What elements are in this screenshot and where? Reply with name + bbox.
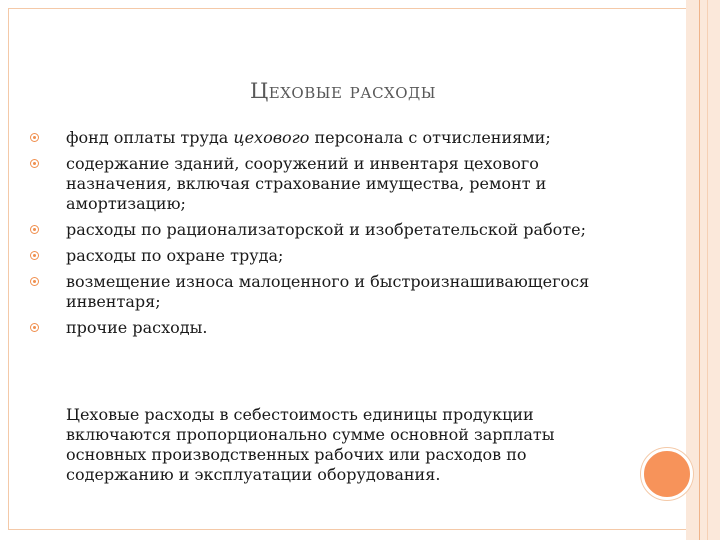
bullet-icon [30, 159, 39, 168]
note-paragraph: Цеховые расходы в себестоимость единицы продукции включаются пропорционально сумме основной зарплаты основных производственных рабочих или расходов по содержанию и эксплуатации оборудования. [66, 405, 555, 484]
list-item: расходы по рационализаторской и изобретательской работе; [30, 220, 630, 240]
bullet-icon [30, 323, 39, 332]
slide-title: Цеховые расходы [249, 79, 436, 103]
decorative-side-bar [686, 0, 720, 540]
bullet-list [30, 128, 630, 344]
side-bar-line-inner [707, 0, 708, 540]
list-item: фонд оплаты труда цехового персонала с отчислениями; [30, 128, 630, 148]
list-item: прочие расходы. [30, 318, 630, 338]
list-item: возмещение износа малоценного и быстроизнашивающегося инвентаря; [30, 272, 630, 312]
decorative-circle [641, 448, 693, 500]
bullet-icon [30, 133, 39, 142]
bullet-icon [30, 277, 39, 286]
side-bar-line [699, 0, 700, 540]
bullet-icon [30, 225, 39, 234]
bullet-icon [30, 251, 39, 260]
list-item: расходы по охране труда; [30, 246, 630, 266]
list-item: содержание зданий, сооружений и инвентаря цехового назначения, включая страхование имущества, ремонт и амортизацию; [30, 154, 630, 214]
